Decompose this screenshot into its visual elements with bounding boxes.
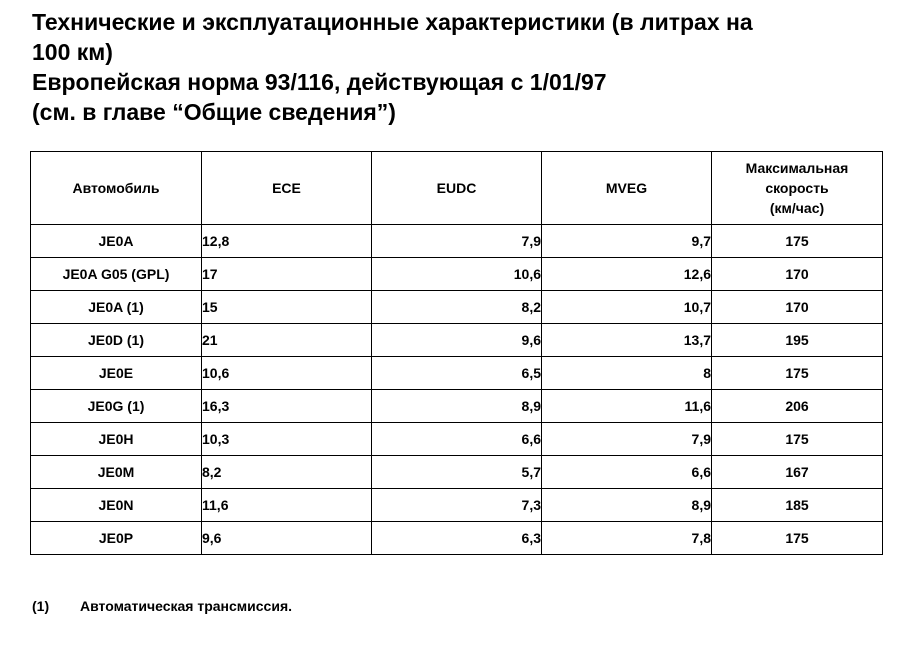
specifications-table [30, 151, 883, 555]
cell-ece: 17 [202, 258, 372, 291]
footnote-text: Автоматическая трансмиссия. [80, 598, 292, 614]
cell-ece: 11,6 [202, 489, 372, 522]
table-row [31, 489, 883, 522]
cell-car: JE0D (1) [31, 324, 202, 357]
cell-mveg: 7,9 [542, 423, 712, 456]
cell-eudc: 9,6 [372, 324, 542, 357]
cell-mveg: 7,8 [542, 522, 712, 555]
header-eudc: EUDC [372, 152, 542, 225]
cell-mveg: 10,7 [542, 291, 712, 324]
footnote-mark: (1) [32, 598, 50, 614]
title-line-2: 100 км) [32, 39, 113, 65]
cell-mveg: 8,9 [542, 489, 712, 522]
table-row [31, 522, 883, 555]
title-line-3: Европейская норма 93/116, действующая с 1/01/97 [32, 69, 607, 95]
cell-ece: 10,3 [202, 423, 372, 456]
cell-eudc: 8,2 [372, 291, 542, 324]
cell-speed: 175 [712, 423, 883, 456]
page-title [32, 7, 912, 127]
cell-ece: 9,6 [202, 522, 372, 555]
cell-mveg: 9,7 [542, 225, 712, 258]
cell-car: JE0A G05 (GPL) [31, 258, 202, 291]
table-row [31, 258, 883, 291]
cell-car: JE0M [31, 456, 202, 489]
table-row [31, 291, 883, 324]
cell-speed: 167 [712, 456, 883, 489]
cell-speed: 175 [712, 225, 883, 258]
cell-mveg: 11,6 [542, 390, 712, 423]
cell-eudc: 5,7 [372, 456, 542, 489]
table-row [31, 324, 883, 357]
cell-eudc: 7,3 [372, 489, 542, 522]
cell-ece: 21 [202, 324, 372, 357]
header-max-speed-line-3: (км/час) [769, 200, 825, 216]
table-header-row [31, 152, 883, 225]
table-row [31, 456, 883, 489]
header-car: Автомобиль [31, 152, 202, 225]
table-body [31, 225, 883, 555]
table-row [31, 357, 883, 390]
cell-car: JE0H [31, 423, 202, 456]
cell-eudc: 8,9 [372, 390, 542, 423]
header-ece: ECE [202, 152, 372, 225]
title-line-1: Технические и эксплуатационные характеристики (в литрах на [32, 9, 753, 35]
cell-speed: 170 [712, 258, 883, 291]
cell-mveg: 13,7 [542, 324, 712, 357]
cell-mveg: 8 [542, 357, 712, 390]
cell-car: JE0A [31, 225, 202, 258]
cell-ece: 16,3 [202, 390, 372, 423]
cell-eudc: 6,3 [372, 522, 542, 555]
cell-ece: 15 [202, 291, 372, 324]
cell-speed: 175 [712, 357, 883, 390]
cell-ece: 8,2 [202, 456, 372, 489]
cell-eudc: 7,9 [372, 225, 542, 258]
cell-eudc: 6,5 [372, 357, 542, 390]
cell-car: JE0N [31, 489, 202, 522]
cell-car: JE0G (1) [31, 390, 202, 423]
cell-ece: 10,6 [202, 357, 372, 390]
header-max-speed [712, 152, 883, 225]
header-mveg: MVEG [542, 152, 712, 225]
table-row [31, 423, 883, 456]
table-row [31, 225, 883, 258]
cell-mveg: 6,6 [542, 456, 712, 489]
cell-mveg: 12,6 [542, 258, 712, 291]
cell-car: JE0P [31, 522, 202, 555]
cell-speed: 206 [712, 390, 883, 423]
title-line-4: (см. в главе “Общие сведения”) [32, 99, 396, 125]
header-max-speed-line-2: скорость [765, 180, 829, 196]
cell-speed: 195 [712, 324, 883, 357]
table-row [31, 390, 883, 423]
cell-eudc: 6,6 [372, 423, 542, 456]
cell-speed: 175 [712, 522, 883, 555]
cell-car: JE0E [31, 357, 202, 390]
cell-ece: 12,8 [202, 225, 372, 258]
cell-speed: 170 [712, 291, 883, 324]
header-max-speed-line-1: Максимальная [745, 160, 849, 176]
cell-speed: 185 [712, 489, 883, 522]
footnote [32, 598, 292, 614]
cell-car: JE0A (1) [31, 291, 202, 324]
cell-eudc: 10,6 [372, 258, 542, 291]
